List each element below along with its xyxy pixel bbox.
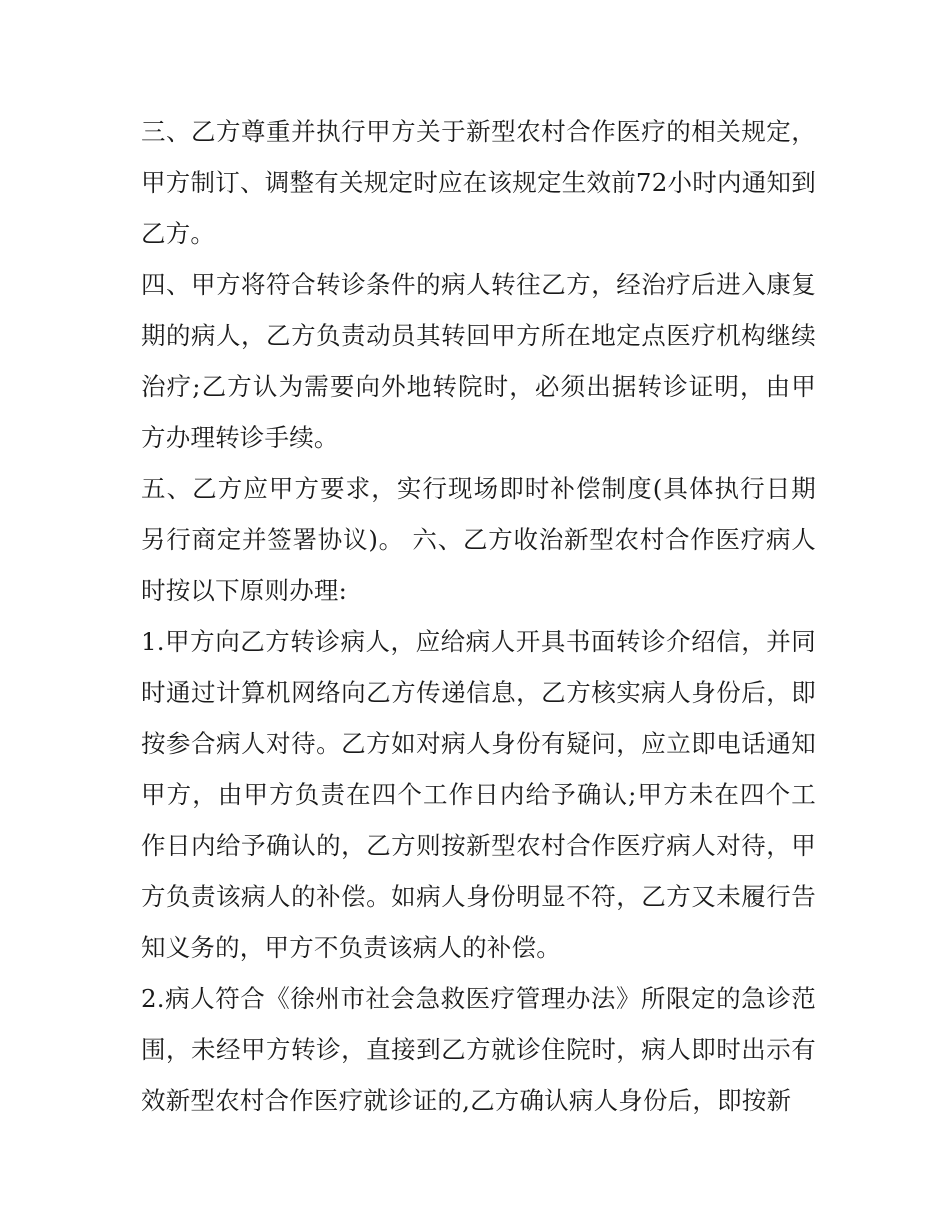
document-body [141, 106, 816, 1126]
paragraph-3: 三、乙方尊重并执行甲方关于新型农村合作医疗的相关规定，甲方制订、调整有关规定时应在该规定生效前72小时内通知到乙方。 [141, 117, 816, 248]
paragraph-item-2: 2.病人符合《徐州市社会急救医疗管理办法》所限定的急诊范围，未经甲方转诊，直接到乙方就诊住院时，病人即时出示有效新型农村合作医疗就诊证的,乙方确认病人身份后，即按新 [141, 984, 816, 1115]
paragraph-4: 四、甲方将符合转诊条件的病人转往乙方，经治疗后进入康复期的病人，乙方负责动员其转回甲方所在地定点医疗机构继续治疗;乙方认为需要向外地转院时，必须出据转诊证明，由甲方办理转诊手续。 [141, 270, 816, 452]
paragraph-5: 五、乙方应甲方要求，实行现场即时补偿制度(具体执行日期另行商定并签署协议)。 六、乙方收治新型农村合作医疗病人时按以下原则办理: [141, 474, 816, 605]
paragraph-item-1: 1.甲方向乙方转诊病人，应给病人开具书面转诊介绍信，并同时通过计算机网络向乙方传递信息，乙方核实病人身份后，即按参合病人对待。乙方如对病人身份有疑问，应立即电话通知甲方，由甲方负责在四个工作日内给予确认;甲方未在四个工作日内给予确认的，乙方则按新型农村合作医疗病人对待，甲方负责该病人的补偿。如病人身份明显不符，乙方又未履行告知义务的，甲方不负责该病人的补偿。 [141, 627, 816, 962]
